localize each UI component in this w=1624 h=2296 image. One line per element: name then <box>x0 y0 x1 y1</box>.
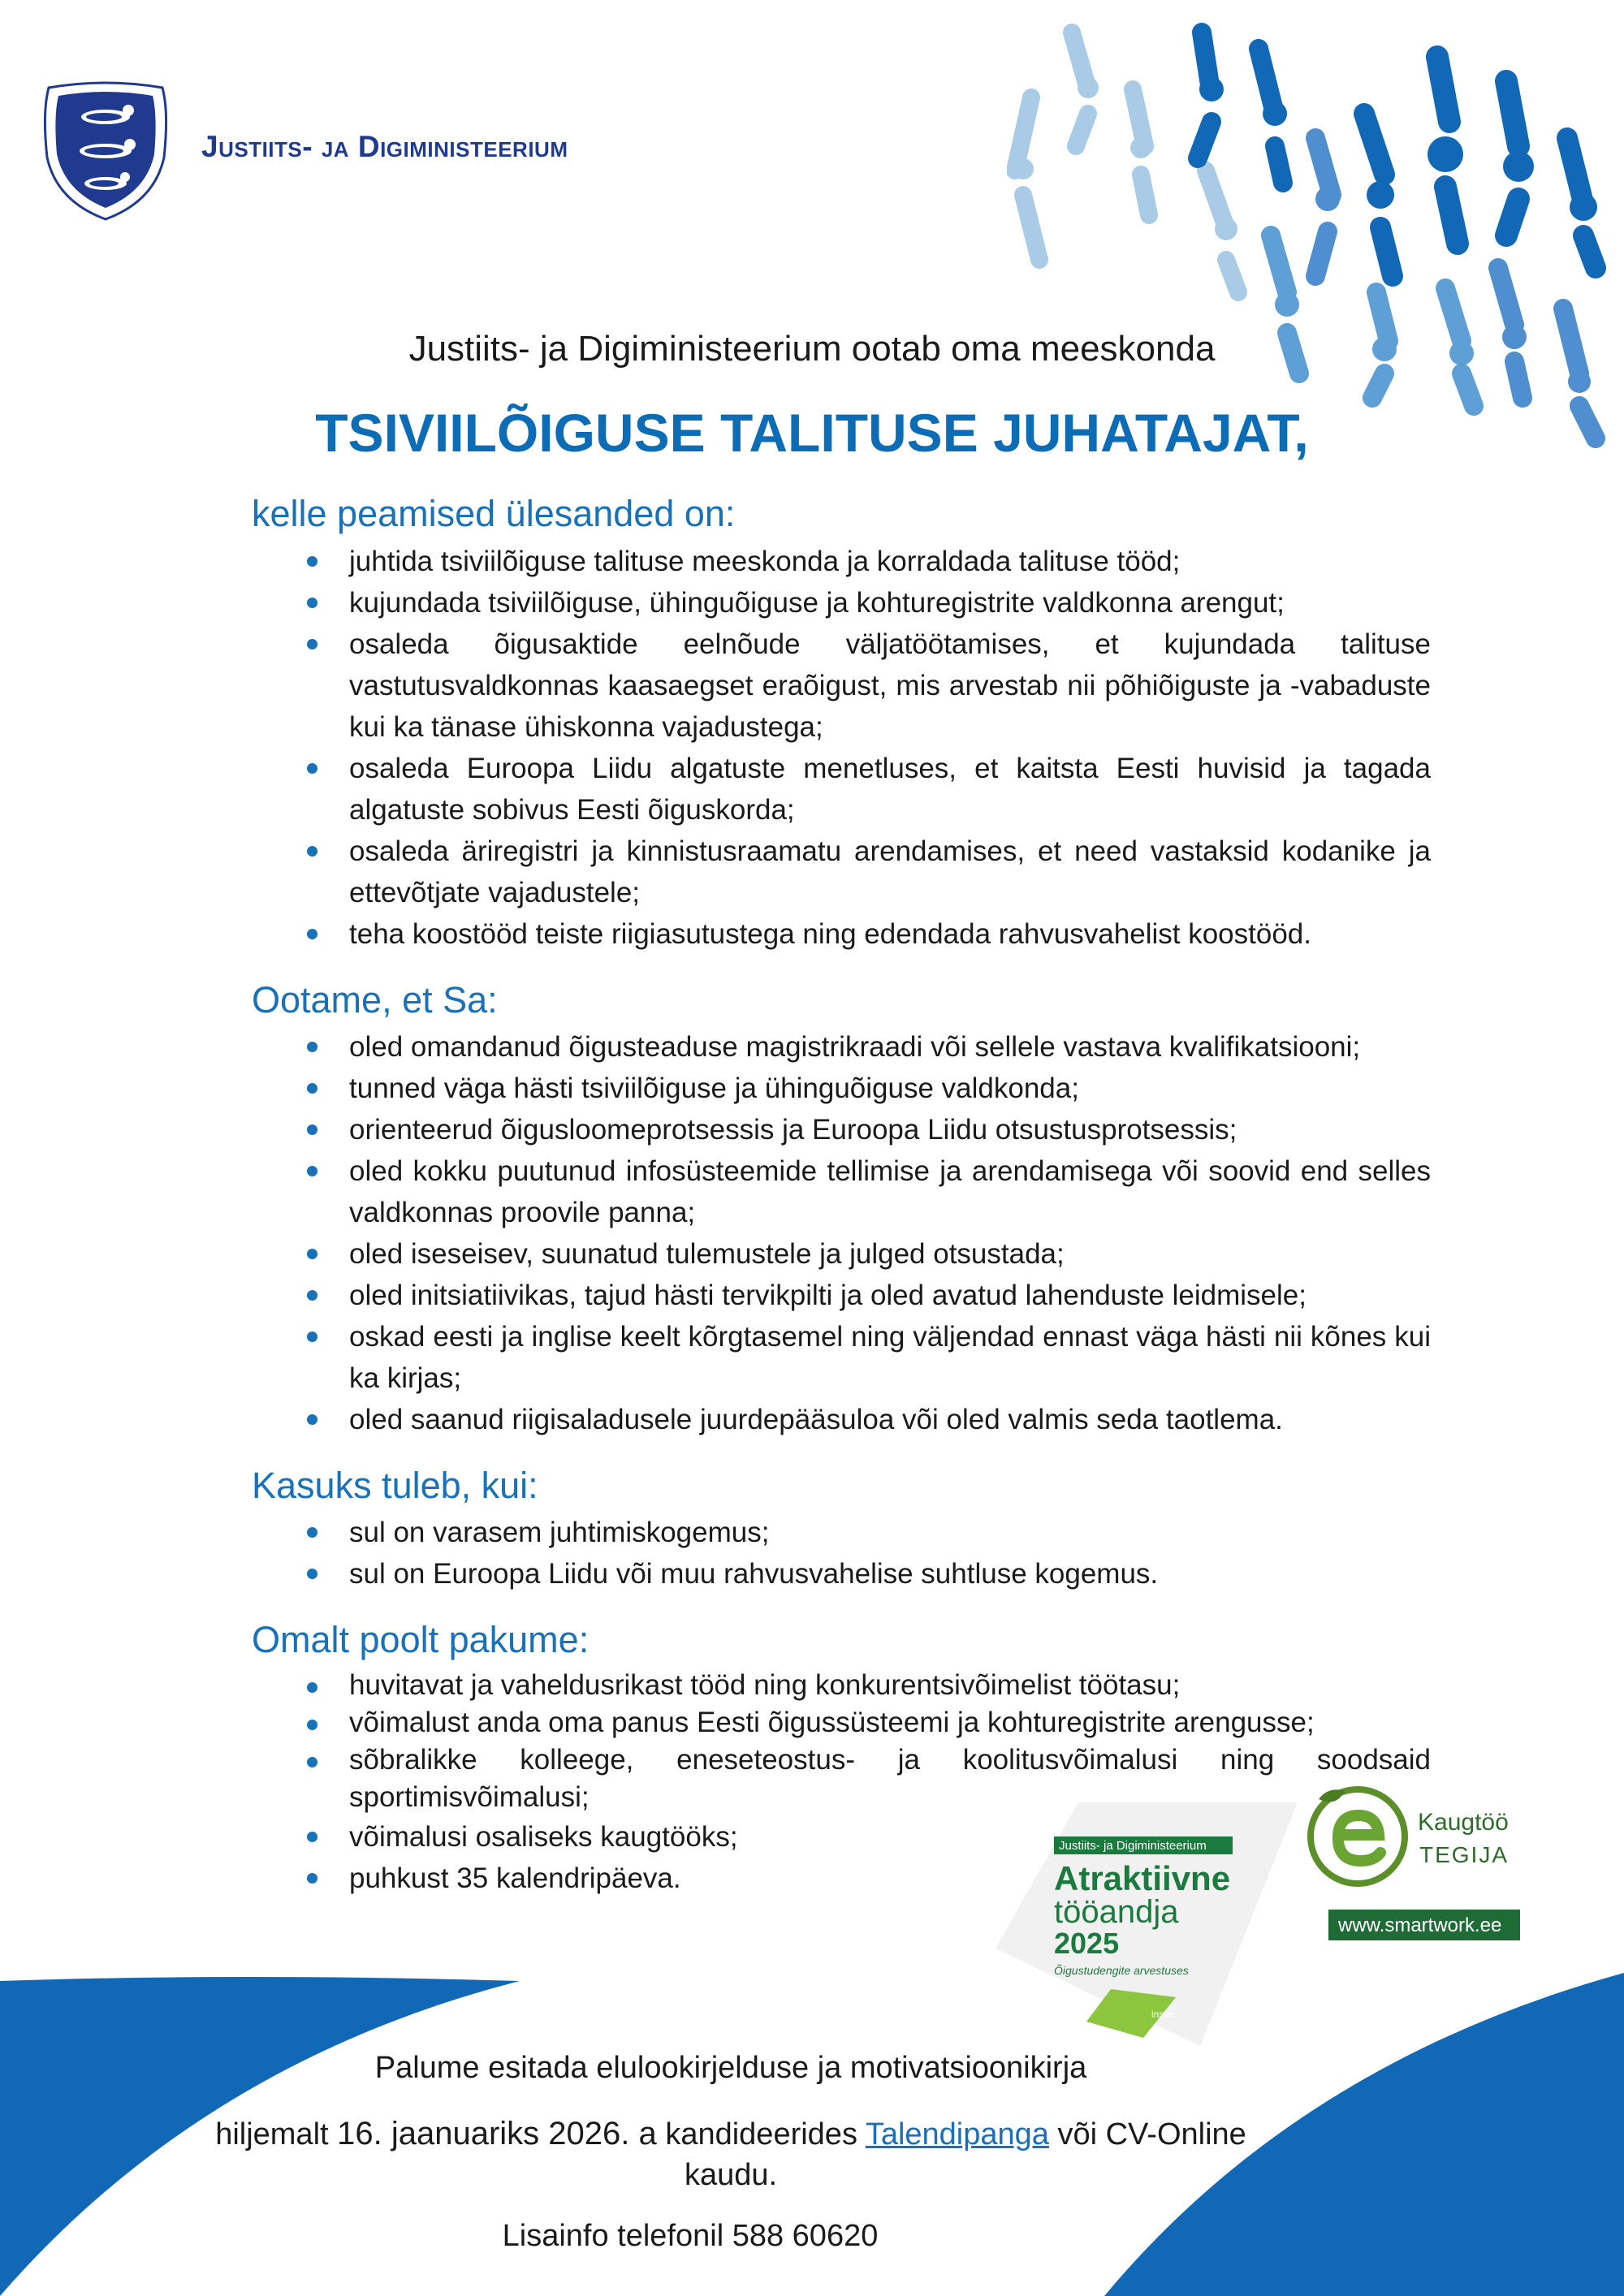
deadline-date: 16. jaanuariks 2026. a <box>337 2116 657 2151</box>
list-item: oled kokku puutunud infosüsteemide tellimise ja arendamisega või soovid end selles valdkonnas proovile panna; <box>252 1150 1431 1233</box>
list-item: kujundada tsiviilõiguse, ühinguõiguse ja kohturegistrite valdkonna arengut; <box>252 582 1431 624</box>
cv-online-text: või CV-Online <box>1057 2117 1246 2151</box>
badge-brand: instar <box>1151 2009 1176 2020</box>
list-item: orienteerud õigusloomeprotsessis ja Euroopa Liidu otsustusprotsessis; <box>252 1109 1431 1150</box>
list-item: osaleda äriregistri ja kinnistusraamatu arendamises, et need vastaksid kodanike ja ettevõtjate vajadustele; <box>252 831 1431 913</box>
list-item: oskad eesti ja inglise keelt kõrgtasemel ning väljendad ennast väga hästi nii kõnes kui ka kirjas; <box>252 1316 1431 1399</box>
attractive-employer-badge <box>989 1786 1314 2054</box>
list-item: puhkust 35 kalendripäeva. <box>252 1858 1431 1899</box>
section-heading-requirements: Ootame, et Sa: <box>252 979 498 1021</box>
job-title: TSIVIILÕIGUSE TALITUSE JUHATAJAT, <box>315 403 1309 463</box>
list-item: osaleda õigusaktide eelnõude väljatöötamises, et kujundada talituse vastutusvaldkonnas kaasaegset eraõigust, mis arvestab nii põhiõiguste ja -vabaduste kui ka tänase ühiskonna vajadustega; <box>252 624 1431 748</box>
list-item: oled initsiatiivikas, tajud hästi tervikpilti ja oled avatud lahenduste leidmisele; <box>252 1275 1431 1316</box>
section-heading-tasks: kelle peamised ülesanded on: <box>252 493 736 534</box>
tasks-list <box>252 541 1431 955</box>
smartwork-subtitle: TEGIJA <box>1419 1842 1510 1867</box>
badge-year: 2025 <box>1054 1927 1120 1960</box>
list-item: sõbralikke kolleege, eneseteostus- ja koolitusvõimalusi ning soodsaid sportimisvõimalusi; <box>252 1741 1431 1816</box>
estonian-coat-of-arms-logo <box>41 80 171 222</box>
list-item: võimalusi osaliseks kaugtööks; <box>252 1816 1431 1858</box>
talendipank-link[interactable]: Talendipanga <box>865 2117 1049 2151</box>
apply-text: kandideerides <box>665 2117 857 2151</box>
list-item: osaleda Euroopa Liidu algatuste menetluses, et kaitsta Eesti huvisid ja tagada algatuste sobivus Eesti õiguskorda; <box>252 748 1431 831</box>
deadline-line <box>0 2113 1462 2195</box>
badge-org: Justiits- ja Digiministeerium <box>1059 1839 1207 1853</box>
badge-note: Õigustudengite arvestuses <box>1054 1964 1189 1977</box>
badge-line2: tööandja <box>1054 1894 1179 1930</box>
smartwork-badge <box>1296 1783 1531 1945</box>
ministry-name: Justiits- ja Digiministeerium <box>201 130 568 163</box>
list-item: oled saanud riigisaladusele juurdepääsuloa või oled valmis seda taotlema. <box>252 1399 1431 1440</box>
list-item: sul on varasem juhtimiskogemus; <box>252 1512 1431 1553</box>
list-item: huvitavat ja vaheldusrikast tööd ning konkurentsivõimelist töötasu; <box>252 1667 1431 1704</box>
smartwork-url: www.smartwork.ee <box>1338 1914 1502 1936</box>
badge-line1: Atraktiivne <box>1054 1859 1231 1897</box>
advantages-list <box>252 1512 1431 1595</box>
decorative-ribbon-pattern <box>1007 16 1608 455</box>
list-item: teha koostööd teiste riigiasutustega ning edendada rahvusvahelist koostööd. <box>252 913 1431 955</box>
list-item: tunned väga hästi tsiviilõiguse ja ühinguõiguse valdkonda; <box>252 1068 1431 1109</box>
contact-phone: Lisainfo telefonil 588 60620 <box>502 2219 879 2253</box>
list-item: oled iseseisev, suunatud tulemustele ja julged otsustada; <box>252 1233 1431 1275</box>
requirements-list <box>252 1026 1431 1440</box>
deadline-prefix: hiljemalt <box>215 2117 329 2151</box>
apply-instructions: Palume esitada elulookirjelduse ja motivatsioonikirja <box>374 2051 1087 2085</box>
section-heading-offer: Omalt poolt pakume: <box>252 1619 590 1660</box>
list-item: juhtida tsiviilõiguse talituse meeskonda ja korraldada talituse tööd; <box>252 541 1431 582</box>
intro-line: Justiits- ja Digiministeerium ootab oma meeskonda <box>408 329 1216 369</box>
list-item: oled omandanud õigusteaduse magistrikraadi või sellele vastava kvalifikatsiooni; <box>252 1026 1431 1068</box>
list-item: võimalust anda oma panus Eesti õigussüsteemi ja kohturegistrite arengusse; <box>252 1704 1431 1741</box>
via-text: kaudu. <box>684 2158 778 2192</box>
list-item: sul on Euroopa Liidu või muu rahvusvahelise suhtluse kogemus. <box>252 1553 1431 1595</box>
smartwork-title: Kaugtöö <box>1418 1809 1509 1836</box>
section-heading-advantages: Kasuks tuleb, kui: <box>252 1465 538 1506</box>
